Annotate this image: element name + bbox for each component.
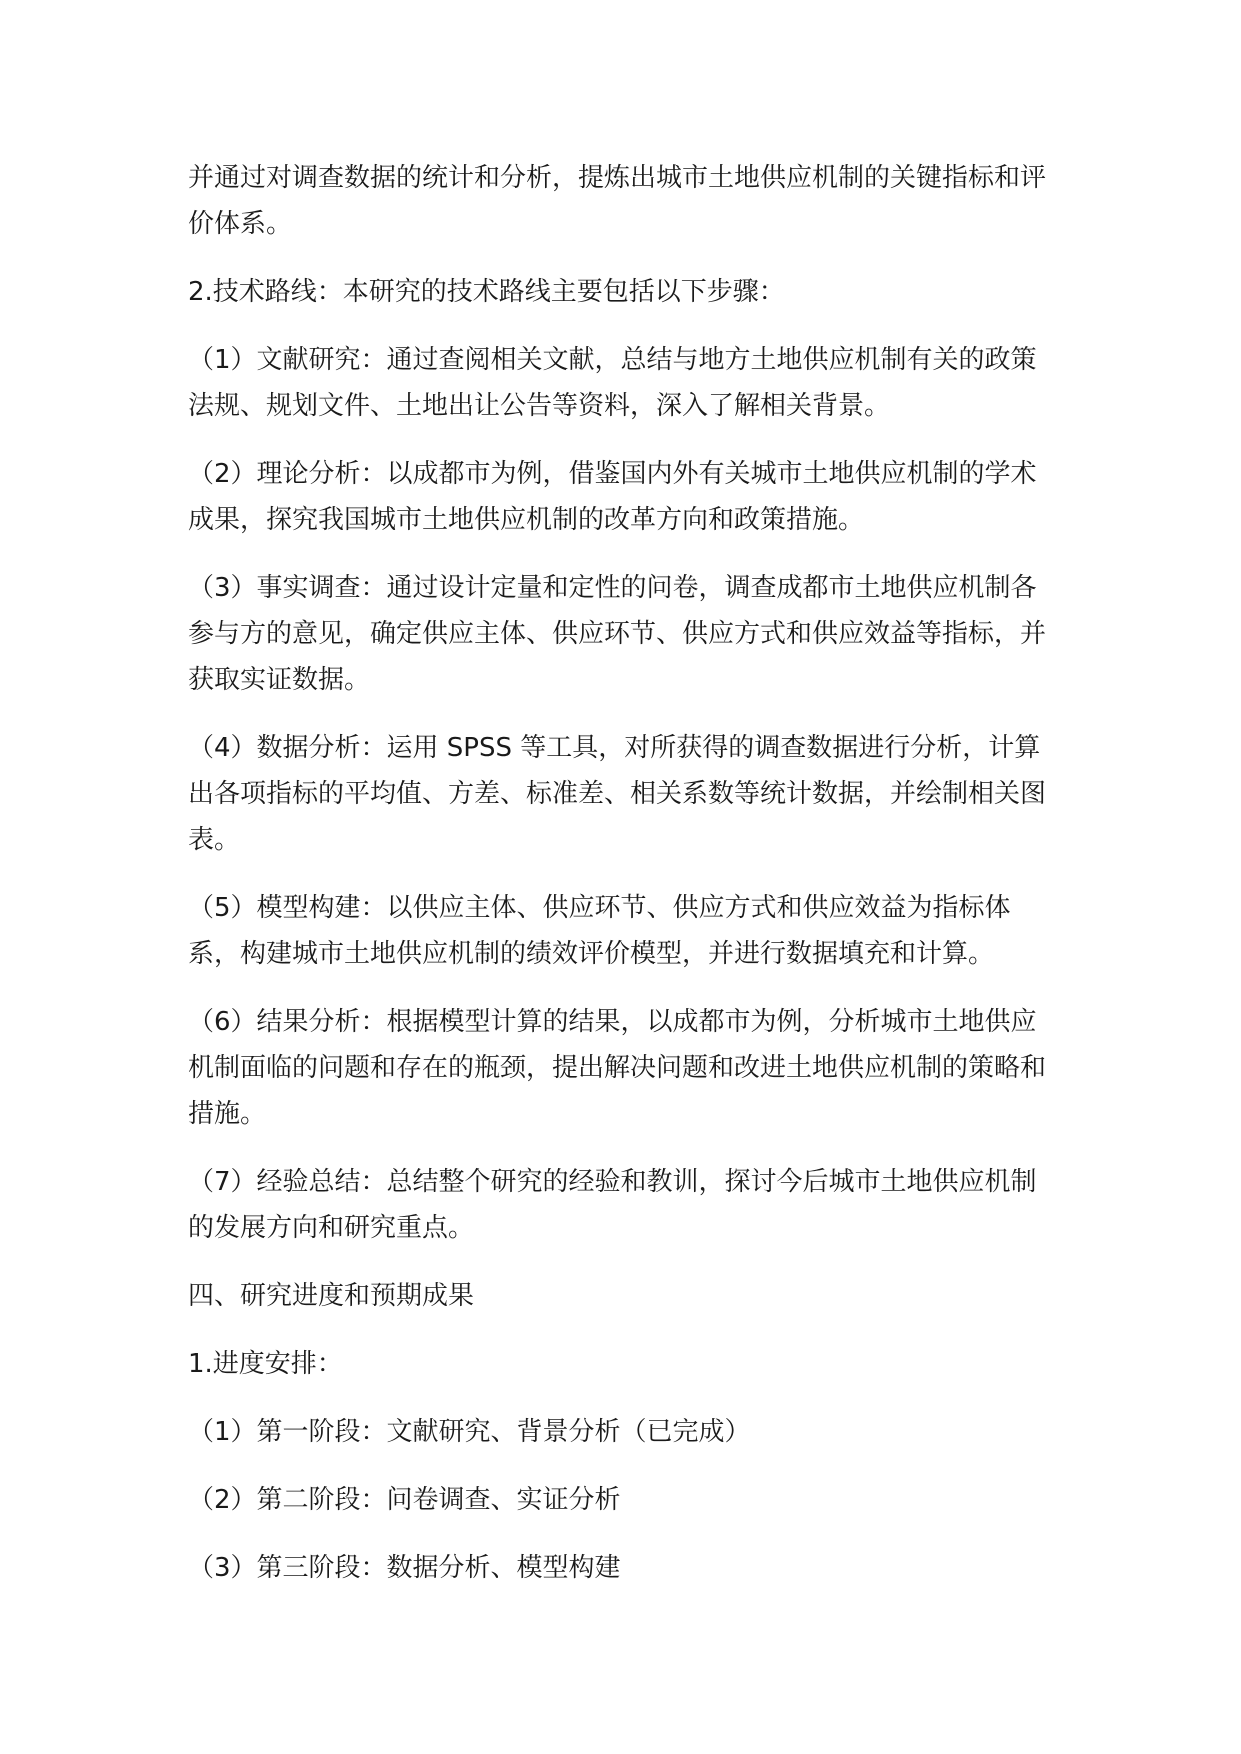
paragraph-step-1: （1）文献研究：通过查阅相关文献，总结与地方土地供应机制有关的政策法规、规划文件、土地出让公告等资料，深入了解相关背景。 — [188, 345, 1037, 421]
document-body — [188, 155, 1058, 1613]
paragraph-technical-route: 2.技术路线：本研究的技术路线主要包括以下步骤： — [188, 277, 785, 307]
paragraph-step-6: （6）结果分析：根据模型计算的结果，以成都市为例，分析城市土地供应机制面临的问题和存在的瓶颈，提出解决问题和改进土地供应机制的策略和措施。 — [188, 1007, 1047, 1129]
paragraph-phase-2: （2）第二阶段：问卷调查、实证分析 — [188, 1485, 621, 1515]
paragraph-schedule: 1.进度安排： — [188, 1349, 343, 1379]
paragraph-phase-1: （1）第一阶段：文献研究、背景分析（已完成） — [188, 1417, 751, 1447]
paragraph-step-2: （2）理论分析：以成都市为例，借鉴国内外有关城市土地供应机制的学术成果，探究我国城市土地供应机制的改革方向和政策措施。 — [188, 459, 1037, 535]
paragraph-step-3: （3）事实调查：通过设计定量和定性的问卷，调查成都市土地供应机制各参与方的意见，确定供应主体、供应环节、供应方式和供应效益等指标，并获取实证数据。 — [188, 573, 1047, 695]
paragraph-step-5: （5）模型构建：以供应主体、供应环节、供应方式和供应效益为指标体系，构建城市土地供应机制的绩效评价模型，并进行数据填充和计算。 — [188, 893, 1011, 969]
paragraph-step-7: （7）经验总结：总结整个研究的经验和教训，探讨今后城市土地供应机制的发展方向和研究重点。 — [188, 1167, 1037, 1243]
section-heading: 四、研究进度和预期成果 — [188, 1281, 475, 1311]
paragraph-step-4: （4）数据分析：运用 SPSS 等工具，对所获得的调查数据进行分析，计算出各项指标的平均值、方差、标准差、相关系数等统计数据，并绘制相关图表。 — [188, 733, 1047, 855]
paragraph-continuation: 并通过对调查数据的统计和分析，提炼出城市土地供应机制的关键指标和评价体系。 — [188, 163, 1047, 239]
paragraph-phase-3: （3）第三阶段：数据分析、模型构建 — [188, 1553, 621, 1583]
